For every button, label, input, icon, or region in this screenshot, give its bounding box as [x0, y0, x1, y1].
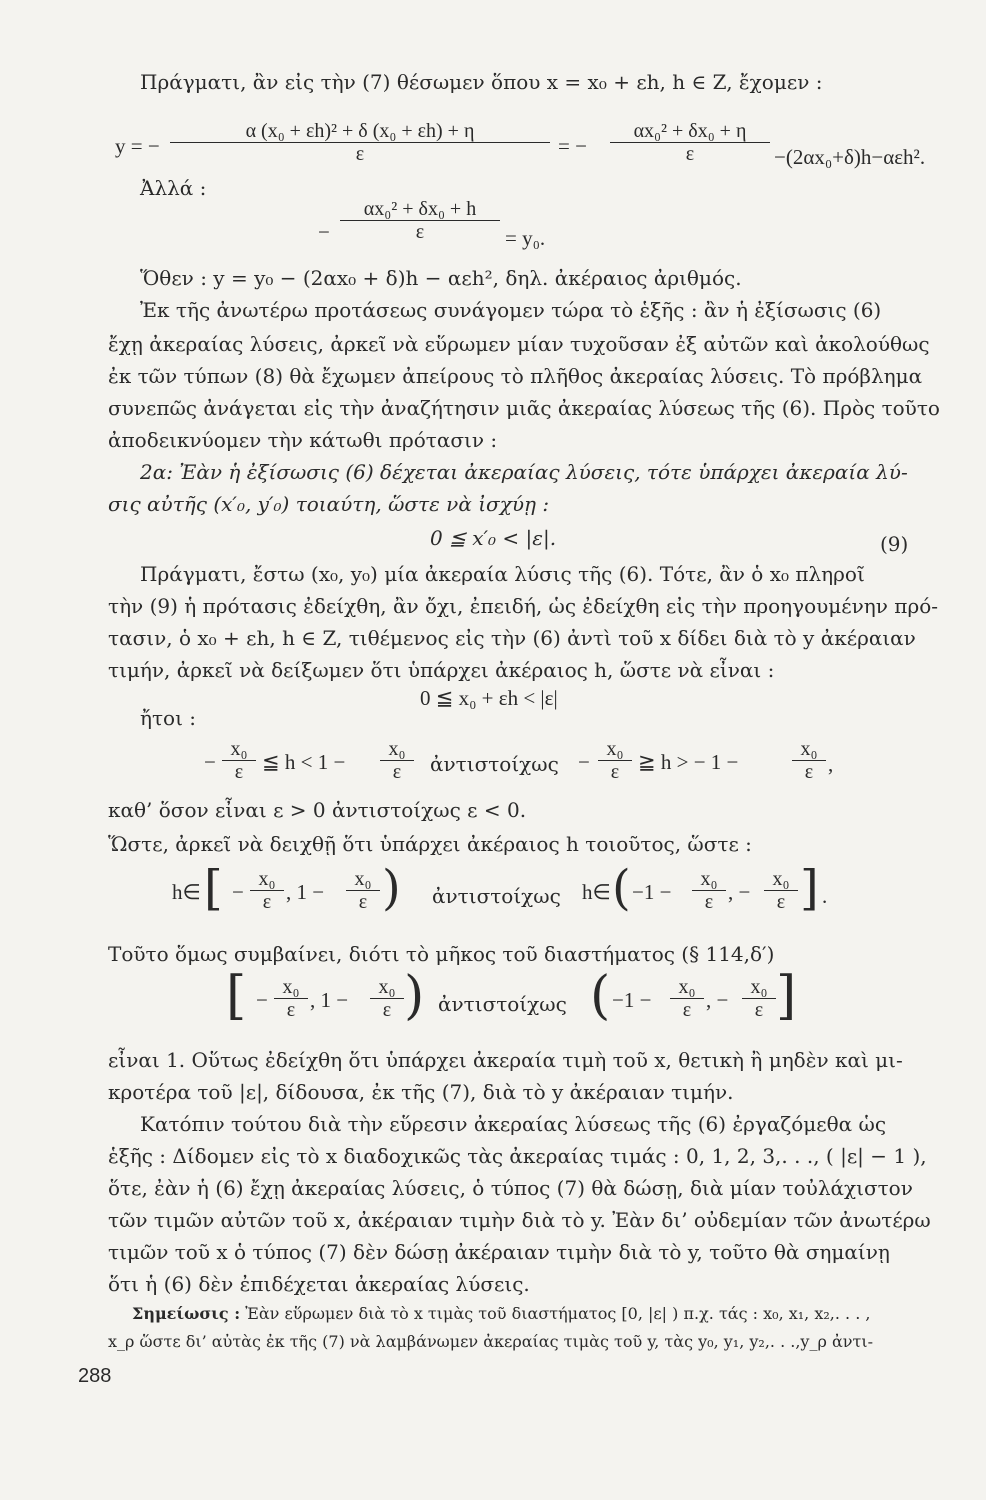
interval-separator: , 1 −	[286, 880, 325, 904]
proposition-line: σις αὐτῆς (x′₀, y′₀) τοιαύτη, ὥστε νὰ ἰσχύῃ :	[108, 492, 550, 516]
numerator: α (x₀ + εh)² + δ (x₀ + εh) + η	[245, 120, 475, 142]
text-line: τὴν (9) ἡ πρότασις ἐδείχθη, ἂν ὄχι, ἐπειδή, ὡς ἐδείχθη εἰς τὴν προηγουμένην πρό-	[108, 594, 939, 618]
denominator: ε	[685, 143, 695, 165]
eq1-lhs: y = −	[115, 134, 160, 158]
fraction-x0-over-eps	[670, 976, 704, 1021]
denominator: ε	[804, 761, 814, 783]
fraction-x0-over-eps	[222, 738, 256, 783]
text-line: τασιν, ὁ x₀ + εh, h ∈ Z, τιθέμενος εἰς τὴν (6) ἀντὶ τοῦ x δίδει διὰ τὸ y ἀκέραιαν	[108, 626, 916, 650]
text-word: ἀντιστοίχως	[430, 752, 559, 776]
text-line: ὅτε, ἐὰν ἡ (6) ἔχῃ ἀκεραίας λύσεις, ὁ τύπος (7) θὰ δώσῃ, διὰ μίαν τοὐλάχιστον	[108, 1176, 913, 1200]
denominator: ε	[776, 891, 786, 913]
left-paren-icon: (	[590, 966, 611, 1026]
numerator: αx₀² + δx₀ + h	[363, 198, 477, 220]
fraction-x0-over-eps	[692, 868, 726, 913]
numerator: x₀	[606, 738, 624, 760]
eq1-fraction-1	[170, 120, 550, 165]
numerator: x₀	[354, 868, 372, 890]
text-word: ἀντιστοίχως	[432, 884, 561, 908]
proposition-line: 2α: Ἐὰν ἡ ἐξίσωσις (6) δέχεται ἀκεραίας λύσεις, τότε ὑπάρχει ἀκεραία λύ-	[140, 460, 908, 484]
denominator: ε	[234, 761, 244, 783]
denominator: ε	[704, 891, 714, 913]
denominator: ε	[415, 221, 425, 243]
text-line: εἶναι 1. Οὕτως ἐδείχθη ὅτι ὑπάρχει ἀκεραία τιμὴ τοῦ x, θετικὴ ἢ μηδὲν καὶ μι-	[108, 1048, 903, 1072]
right-bracket-icon: ]	[800, 860, 819, 916]
text-line: ἔχῃ ἀκεραίας λύσεις, ἀρκεῖ νὰ εὕρωμεν μίαν τυχοῦσαν ἐξ αὐτῶν καὶ ἀκολούθως	[108, 332, 930, 356]
minus-sign: −	[204, 750, 216, 774]
interval-separator: , −	[706, 988, 729, 1012]
left-bracket-icon: [	[226, 966, 247, 1026]
numerator: x₀	[678, 976, 696, 998]
comma: ,	[828, 752, 834, 776]
numerator: x₀	[800, 738, 818, 760]
h-in: h∈	[582, 880, 611, 904]
equation-9: 0 ≦ x′₀ < |ε|.	[430, 526, 557, 550]
eq2-minus: −	[318, 220, 330, 244]
text-line: Ἀλλά :	[140, 176, 207, 200]
eq1-fraction-2	[610, 120, 770, 165]
interval-part: −1 −	[632, 880, 672, 904]
numerator: x₀	[282, 976, 300, 998]
text-line: Ὅθεν : y = y₀ − (2αx₀ + δ)h − αεh², δηλ. ἀκέραιος ἀριθμός.	[140, 266, 742, 290]
period: .	[822, 884, 828, 908]
note-text: Ἐὰν εὕρωμεν διὰ τὸ x τιμὰς τοῦ διαστήματος [0, |ε| ) π.χ. τάς : x₀, x₁, x₂,. . . ,	[245, 1304, 871, 1323]
eq1-equals: = −	[558, 134, 587, 158]
fraction-x0-over-eps	[370, 976, 404, 1021]
numerator: x₀	[772, 868, 790, 890]
denominator: ε	[262, 891, 272, 913]
h-in: h∈	[172, 880, 201, 904]
numerator: x₀	[230, 738, 248, 760]
numerator: x₀	[258, 868, 276, 890]
numerator: x₀	[750, 976, 768, 998]
numerator: x₀	[388, 738, 406, 760]
minus-sign: −	[256, 988, 268, 1012]
denominator: ε	[382, 999, 392, 1021]
eq2-fraction	[340, 198, 500, 243]
text-line: Ὥστε, ἀρκεῖ νὰ δειχθῇ ὅτι ὑπάρχει ἀκέραιος h τοιοῦτος, ὥστε :	[108, 832, 752, 856]
text-line: τιμῶν τοῦ x ὁ τύπος (7) δὲν δώσῃ ἀκέραιαν τιμὴν διὰ τὸ y, τοῦτο θὰ σημαίνῃ	[108, 1240, 890, 1264]
text-line: κροτέρα τοῦ |ε|, δίδουσα, ἐκ τῆς (7), διὰ τὸ y ἀκέραιαν τιμήν.	[108, 1080, 734, 1104]
right-paren-icon: )	[404, 966, 425, 1026]
fraction-x0-over-eps	[380, 738, 414, 783]
minus-sign: −	[232, 880, 244, 904]
text-line: Τοῦτο ὅμως συμβαίνει, διότι τὸ μῆκος τοῦ διαστήματος (§ 114,δ′)	[108, 942, 775, 966]
text-line: τιμήν, ἀρκεῖ νὰ δείξωμεν ὅτι ὑπάρχει ἀκέραιος h, ὥστε νὰ εἶναι :	[108, 658, 775, 682]
right-paren-icon: )	[382, 860, 401, 916]
fraction-x0-over-eps	[274, 976, 308, 1021]
interval-separator: , 1 −	[310, 988, 349, 1012]
text-line: ἤτοι :	[140, 706, 197, 730]
inequality: 0 ≦ x₀ + εh < |ε|	[420, 686, 558, 710]
numerator: x₀	[700, 868, 718, 890]
text-line: ἀποδεικνύομεν τὴν κάτωθι πρότασιν :	[108, 428, 498, 452]
note-line: x_ρ ὥστε δι’ αὐτὰς ἐκ τῆς (7) νὰ λαμβάνωμεν ἀκεραίας τιμὰς τοῦ y, τὰς y₀, y₁, y₂,. . .,y_ρ ἀντι-	[108, 1332, 874, 1351]
eq1-tail: −(2αx₀+δ)h−αεh².	[774, 145, 926, 169]
fraction-x0-over-eps	[250, 868, 284, 913]
text-line: Πράγματι, ἂν εἰς τὴν (7) θέσωμεν ὅπου x = x₀ + εh, h ∈ Z, ἔχομεν :	[140, 70, 823, 94]
equation-tag: (9)	[880, 532, 909, 556]
text-line: ἐκ τῶν τύπων (8) θὰ ἔχωμεν ἀπείρους τὸ πλῆθος ἀκεραίας λύσεις. Τὸ πρόβλημα	[108, 364, 923, 388]
note-label: Σημείωσις :	[132, 1304, 241, 1323]
interval-separator: , −	[728, 880, 751, 904]
denominator: ε	[392, 761, 402, 783]
numerator: x₀	[378, 976, 396, 998]
text-line: ἑξῆς : Δίδομεν εἰς τὸ x διαδοχικῶς τὰς ἀκεραίας τιμάς : 0, 1, 2, 3,. . ., ( |ε| − 1 ),	[108, 1144, 927, 1168]
fraction-x0-over-eps	[598, 738, 632, 783]
left-bracket-icon: [	[204, 860, 223, 916]
inequality-part: ≧ h > − 1 −	[638, 750, 739, 774]
denominator: ε	[355, 143, 365, 165]
text-line: Κατόπιν τούτου διὰ τὴν εὕρεσιν ἀκεραίας λύσεως τῆς (6) ἐργαζόμεθα ὡς	[140, 1112, 887, 1136]
text-line: συνεπῶς ἀνάγεται εἰς τὴν ἀναζήτησιν μιᾶς ἀκεραίας λύσεως τῆς (6). Πρὸς τοῦτο	[108, 396, 940, 420]
text-word: ἀντιστοίχως	[438, 992, 567, 1016]
minus-sign: −	[578, 750, 590, 774]
right-bracket-icon: ]	[776, 966, 797, 1026]
fraction-x0-over-eps	[346, 868, 380, 913]
page-number: 288	[78, 1365, 112, 1387]
text-line: Ἐκ τῆς ἀνωτέρω προτάσεως συνάγομεν τώρα τὸ ἑξῆς : ἂν ἡ ἐξίσωσις (6)	[140, 298, 882, 322]
left-paren-icon: (	[612, 860, 631, 916]
denominator: ε	[610, 761, 620, 783]
interval-part: −1 −	[612, 988, 652, 1012]
fraction-x0-over-eps	[764, 868, 798, 913]
inequality-part: ≦ h < 1 −	[262, 750, 346, 774]
eq2-rhs: = y₀.	[505, 226, 546, 250]
text-line: ὅτι ἡ (6) δὲν ἐπιδέχεται ἀκεραίας λύσεις.	[108, 1272, 530, 1296]
note-line	[132, 1304, 870, 1324]
denominator: ε	[754, 999, 764, 1021]
denominator: ε	[682, 999, 692, 1021]
fraction-x0-over-eps	[792, 738, 826, 783]
text-line: τῶν τιμῶν αὐτῶν τοῦ x, ἀκέραιαν τιμὴν διὰ τὸ y. Ἐὰν δι’ οὐδεμίαν τῶν ἀνωτέρω	[108, 1208, 931, 1232]
denominator: ε	[358, 891, 368, 913]
denominator: ε	[286, 999, 296, 1021]
text-line: καθ’ ὅσον εἶναι ε > 0 ἀντιστοίχως ε < 0.	[108, 798, 527, 822]
numerator: αx₀² + δx₀ + η	[633, 120, 747, 142]
text-line: Πράγματι, ἔστω (x₀, y₀) μία ἀκεραία λύσις τῆς (6). Τότε, ἂν ὁ x₀ πληροῖ	[140, 562, 865, 586]
fraction-x0-over-eps	[742, 976, 776, 1021]
